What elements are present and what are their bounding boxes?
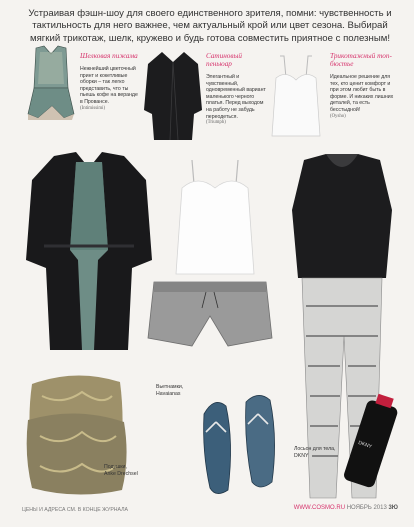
knit-top-brand: (Oysho) xyxy=(330,113,346,119)
black-tunic-image xyxy=(286,150,398,280)
knit-top-image xyxy=(268,52,324,138)
black-robe-image xyxy=(24,150,154,355)
silk-pajama-image xyxy=(22,44,80,144)
satin-robe-image xyxy=(140,50,206,142)
footer-issue: НОЯБРЬ 2013 xyxy=(346,505,387,511)
white-cami-image xyxy=(170,158,260,278)
pillows-caption xyxy=(104,464,164,477)
knit-top-title: Трикотажный топ-бюстье xyxy=(330,52,392,68)
pillows-brand: Anke Drechsel xyxy=(104,470,138,477)
satin-robe-brand: (Triumph) xyxy=(206,120,226,126)
satin-robe-caption xyxy=(206,52,268,127)
knit-top-text: Идеальное решение для тех, кто ценит комфорт и при этом любит быть в форме. И никаких лишних деталей, та есть бесстыдной! xyxy=(330,74,394,113)
flipflops-title: Вьетнамки, xyxy=(156,384,184,390)
footer-prices-note: ЦЕНЫ И АДРЕСА СМ. В КОНЦЕ ЖУРНАЛА xyxy=(22,507,128,513)
knit-top-caption xyxy=(330,52,396,120)
flipflops-brand: Havaianas xyxy=(156,390,181,397)
lotion-brand: DKNY xyxy=(294,452,309,459)
lotion-caption xyxy=(294,446,344,459)
page-number: 3Ю xyxy=(388,505,398,511)
footer-site: WWW.COSMO.RU xyxy=(293,505,346,511)
lotion-title: Лосьон для тела, xyxy=(294,446,336,452)
intro-paragraph: Устраивая фэшн-шоу для своего единственного зрителя, помни: чувственность и тактильность для него важнее, чем актуальный крой или цвет сезона. Выбирай мягкий трикотаж, шелк, кружево и будь готова совместить приятное с полезным! xyxy=(28,8,392,44)
pillows-image xyxy=(22,366,130,498)
pillows-title: Подушки, xyxy=(104,464,127,470)
footer-info xyxy=(294,505,398,511)
gray-shorts-image xyxy=(146,276,274,348)
silk-pajama-brand: (Intimissimi) xyxy=(80,105,106,111)
satin-robe-text: Элегантный и чувственный, одновременный вариант маленького черного платья. Перед выходом на работу не забудь переодеться. xyxy=(206,74,266,120)
satin-robe-title: Сатиновый пеньюар xyxy=(206,52,242,68)
silk-pajama-caption xyxy=(80,52,142,112)
silk-pajama-text: Нежнейший цветочный принт и кокетливые оборки – так легко представить, что ты пьешь кофе на веранде в Провансе. xyxy=(80,66,138,105)
lotion-bottle-label: DKNY xyxy=(357,439,373,451)
lotion-bottle-image xyxy=(340,392,402,500)
silk-pajama-title: Шелковая пижама xyxy=(80,52,138,60)
flipflops-image xyxy=(196,392,282,500)
